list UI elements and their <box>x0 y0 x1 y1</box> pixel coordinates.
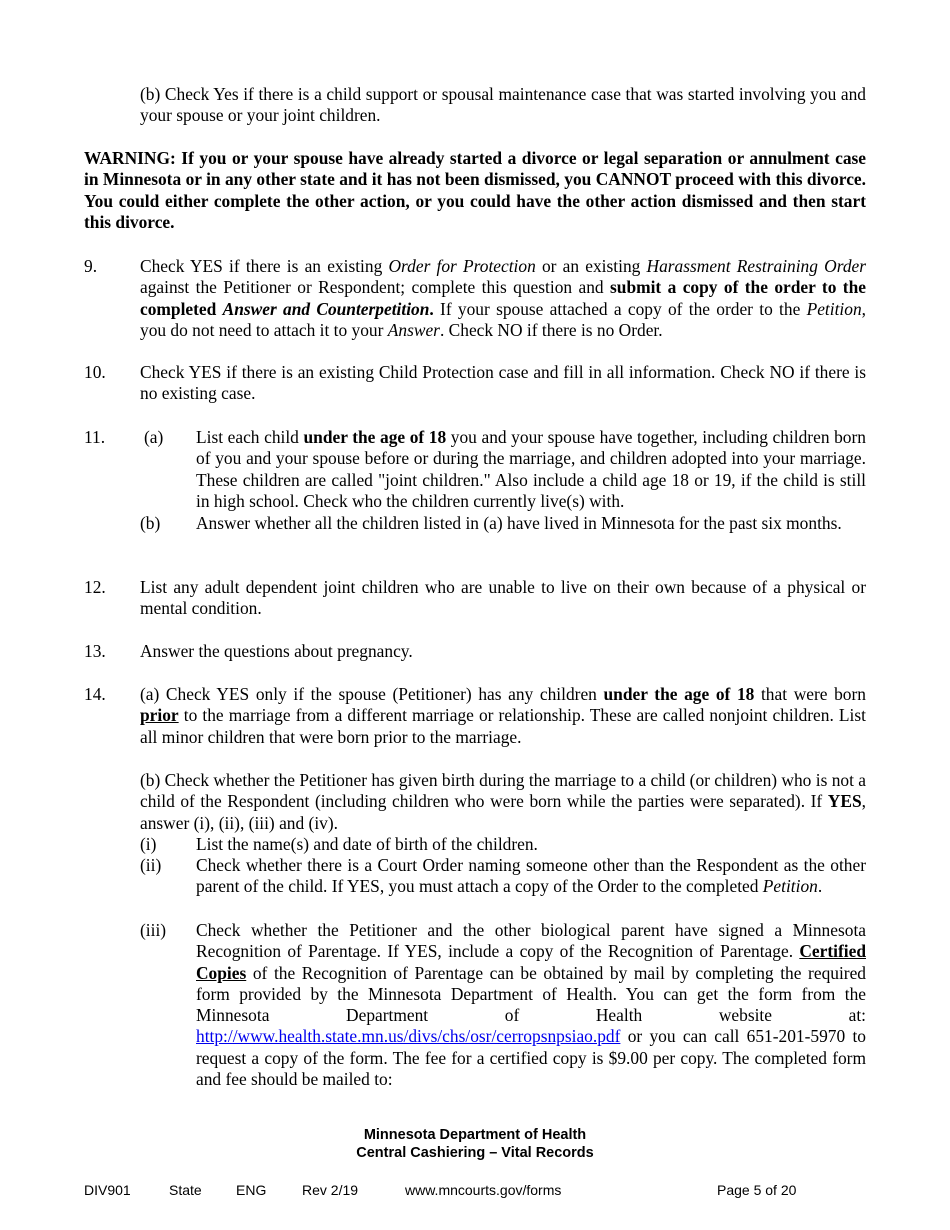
address-line-1: Minnesota Department of Health <box>363 1127 587 1143</box>
footer-language: ENG <box>236 1182 267 1198</box>
item-11-number: 11. <box>84 427 106 447</box>
harassment-restraining-order: Harassment Restraining Order <box>646 256 866 276</box>
item-14-number: 14. <box>84 684 106 704</box>
item-12-number: 12. <box>84 577 106 597</box>
item-9-text: Check YES if there is an existing Order for Protection or an existing Harassment Restraining Order against the Petitioner or Respondent; complete this question and submit a copy of the order to the completed Answer and Counterpetition. If your spouse attached a copy of the order to the Petition, you do not need to attach it to your Answer. Check NO if there is no Order. <box>140 256 866 340</box>
item-14b-text: (b) Check whether the Petitioner has given birth during the marriage to a child (or children) who is not a child of the Respondent (including children who were born while the parties were separated). If YES, answer (i), (ii), (iii) and (iv). <box>140 770 866 833</box>
health-department-form-link[interactable]: http://www.health.state.mn.us/divs/chs/osr/cerropsnpsiao.pdf <box>196 1026 621 1047</box>
prior-emphasis: prior <box>140 705 179 726</box>
address-line-2: Central Cashiering – Vital Records <box>356 1145 594 1161</box>
item-11a-label: (a) <box>144 427 164 447</box>
item-13-text: Answer the questions about pregnancy. <box>140 641 413 661</box>
item-13-number: 13. <box>84 641 106 661</box>
item-14a-text: (a) Check YES only if the spouse (Petitioner) has any children under the age of 18 that were born prior to the marriage from a different marriage or relationship. These are called nonjoint children. List all minor children that were born prior to the marriage. <box>140 684 866 747</box>
footer-jurisdiction: State <box>169 1182 202 1198</box>
item-14b-ii-text: Check whether there is a Court Order naming someone other than the Respondent as the other parent of the child. If YES, you must attach a copy of the Order to the completed Petition. <box>196 855 866 897</box>
footer-form-id: DIV901 <box>84 1182 131 1198</box>
item-11a-text: List each child under the age of 18 you and your spouse have together, including children born of you and your spouse before or during the marriage, and children adopted into your marriage. These children are called "joint children." Also include a child age 18 or 19, if the child is still in high school. Check who the children currently live(s) with. <box>196 427 866 511</box>
item-14b-ii-label: (ii) <box>140 855 162 875</box>
item-10-number: 10. <box>84 362 106 382</box>
footer-website: www.mncourts.gov/forms <box>405 1182 562 1198</box>
order-for-protection: Order for Protection <box>388 256 536 276</box>
answer-and-counterpetition: Answer and Counterpetition <box>222 298 430 319</box>
item-14b-i-label: (i) <box>140 834 157 854</box>
footer-revision: Rev 2/19 <box>302 1182 359 1198</box>
item-9-number: 9. <box>84 256 98 276</box>
item-11b-text: Answer whether all the children listed in (a) have lived in Minnesota for the past six months. <box>196 513 842 533</box>
item-10-text: Check YES if there is an existing Child Protection case and fill in all information. Check NO if there is no existing case. <box>140 362 866 404</box>
item-8b-text: (b) Check Yes if there is a child support or spousal maintenance case that was started involving you and your spouse or your joint children. <box>140 84 866 126</box>
item-11b-label: (b) <box>140 513 161 533</box>
item-12-text: List any adult dependent joint children who are unable to live on their own because of a physical or mental condition. <box>140 577 866 619</box>
warning-text <box>84 148 866 233</box>
certified-copies-emphasis: Certified Copies <box>196 941 866 983</box>
warning-bold-text: WARNING: If you or your spouse have already started a divorce or legal separation or annulment case in Minnesota or in any other state and it has not been dismissed, you CANNOT proceed with this divorce. You could either complete the other action, or you could have the other action dismissed and then start this divorce. <box>84 148 866 232</box>
item-14b-iii-label: (iii) <box>140 920 167 940</box>
item-14b-i-text: List the name(s) and date of birth of the children. <box>196 834 538 854</box>
footer-page-number: Page 5 of 20 <box>717 1182 797 1198</box>
item-14b-iii-text: Check whether the Petitioner and the other biological parent have signed a Minnesota Recognition of Parentage. If YES, include a copy of the Recognition of Parentage. Certified Copies of the Recognition of Parentage can be obtained by mail by completing the required form provided by the Minnesota Department of Health. You can get the form from the Minnesota Department of Health website at: http://www.health.state.mn.us/divs/chs/osr/cerropsnpsiao.pdf or you can call 651-201-5970 to request a copy of the form. The fee for a certified copy is $9.00 per copy. The completed form and fee should be mailed to: <box>196 920 866 1090</box>
